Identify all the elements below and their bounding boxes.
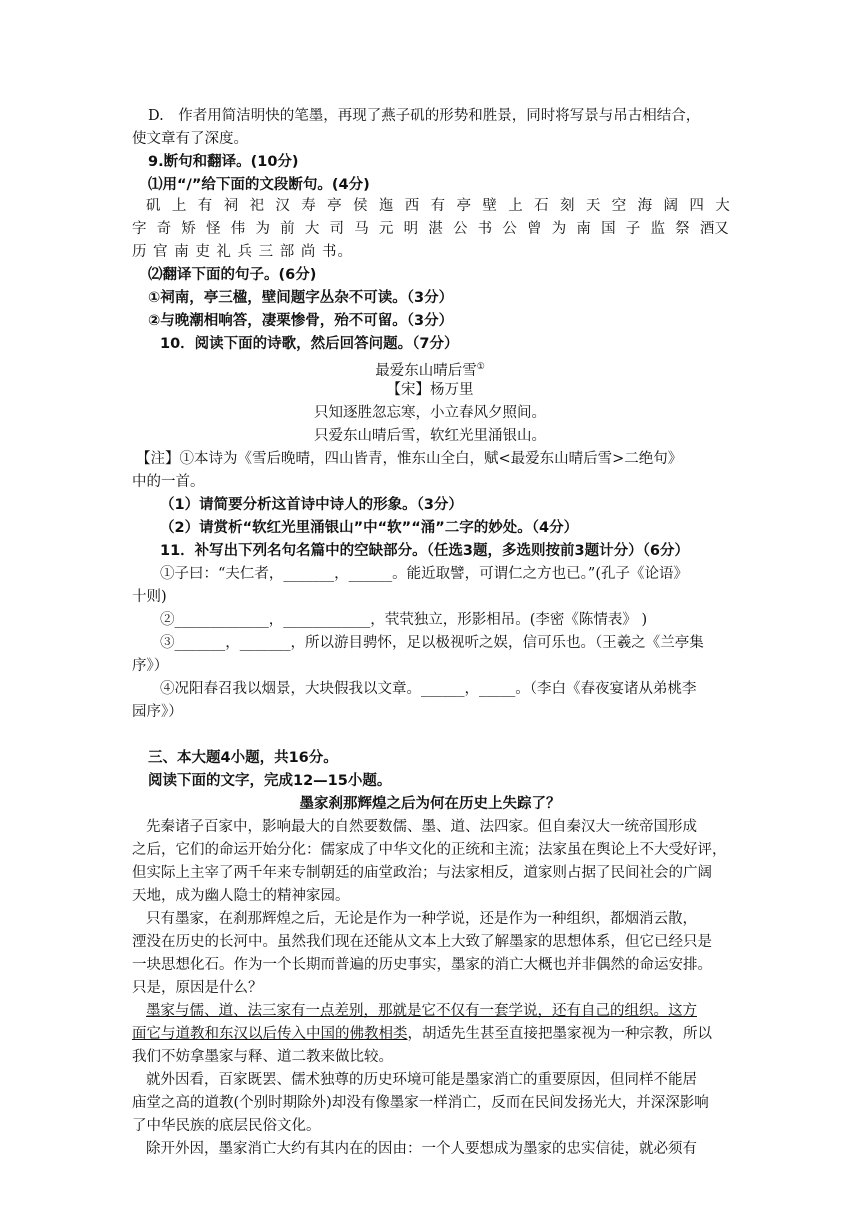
- passage-char: 伟: [230, 221, 246, 237]
- q9-title: 9.断句和翻译。(10分): [148, 154, 299, 170]
- q10-sub1: （1）请简要分析这首诗中诗人的形象。（3分）: [160, 497, 463, 513]
- q10-sub2: （2）请赏析“软红光里涌银山”中“软”“涌”二字的妙处。（4分）: [160, 520, 579, 536]
- q10-title: 10．阅读下面的诗歌，然后回答问题。（7分）: [160, 336, 459, 352]
- article-p3-line3: 我们不妨拿墨家与释、道二教来做比较。: [132, 1049, 393, 1065]
- q11-item3-line2: 序》）: [132, 658, 169, 674]
- q11-item4-line1: ④况阳春召我以烟景，大块假我以文章。______，_____。（李白《春夜宴诸从弟桃李: [160, 681, 697, 697]
- q11-item2: ②_____________，____________，茕茕独立，形影相吊。(李密《陈情表》 ): [160, 612, 648, 628]
- article-title: 墨家刹那辉煌之后为何在历史上失踪了？: [299, 796, 561, 812]
- section3-instruction: 阅读下面的文字，完成12—15小题。: [148, 773, 392, 789]
- passage-char: 空: [611, 198, 627, 214]
- passage-char: 曾: [527, 221, 542, 237]
- passage-char: 酒又: [699, 221, 729, 237]
- passage-char: 奇: [156, 221, 172, 237]
- q9-part1-title: ⑴用“/”给下面的文段断句。(4分): [148, 177, 370, 193]
- passage-char: 亭: [327, 198, 342, 214]
- passage-char: 石: [534, 198, 549, 214]
- passage-char: 西: [404, 198, 420, 214]
- q9-passage-line2: [132, 219, 729, 239]
- poem-author: 【宋】杨万里: [386, 382, 474, 398]
- q9-passage-line3: 历 官 南 吏 礼 兵 三 部 尚 书。: [132, 244, 353, 260]
- passage-char: 祀: [249, 198, 264, 214]
- passage-char: 书: [477, 221, 493, 237]
- passage-char: 迤: [378, 198, 394, 214]
- article-p4-line2: 庙堂之高的道教(个别时期除外)却没有像墨家一样消亡，反而在民间发扬光大，并深深影响: [132, 1095, 709, 1111]
- article-p4-line1: 就外因看，百家既罢、儒术独尊的历史环境可能是墨家消亡的重要原因，但同样不能居: [146, 1072, 697, 1088]
- passage-char: 亭: [456, 198, 471, 214]
- poem-line2: 只爱东山晴后雪，软红光里涌银山。: [314, 428, 546, 444]
- poem-line1: 只知逐胜忽忘寒，小立春风夕照间。: [314, 405, 546, 421]
- article-p3-line2-rest: ，胡适先生甚至直接把墨家视为一种宗教，所以: [407, 1026, 712, 1042]
- section3-title: 三、本大题4小题，共16分。: [148, 750, 338, 766]
- passage-char: 有: [430, 198, 446, 214]
- q8-option-d-line2: 使文章有了深度。: [132, 131, 248, 147]
- passage-char: 前: [280, 221, 295, 237]
- passage-char: 上: [171, 198, 187, 214]
- passage-char: 寿: [301, 198, 316, 214]
- passage-char: 矫: [181, 221, 196, 237]
- passage-char: 为: [551, 221, 567, 237]
- passage-char: 大: [304, 221, 320, 237]
- article-p2-line4: 只是，原因是什么？: [132, 980, 263, 996]
- article-p3-line2: [132, 1024, 712, 1044]
- passage-char: 公: [502, 221, 517, 237]
- poem-note-line1: 【注】①本诗为《雪后晚晴，四山皆青，惟东山全白，赋<最爱东山晴后雪>二绝句》: [136, 451, 683, 467]
- passage-char: 海: [637, 198, 653, 214]
- q11-item1-line1: ①子曰：“夫仁者，_______，______。能近取譬，可谓仁之方也已。”(孔子《论语》: [160, 566, 688, 582]
- q9-passage-line1: [146, 196, 730, 216]
- passage-char: 有: [197, 198, 213, 214]
- q9-sentence1: ①祠南，亭三楹，壁间题字丛杂不可读。（3分）: [148, 290, 454, 306]
- passage-char: 怪: [206, 221, 221, 237]
- poem-note-line2: 中的一首。: [132, 474, 205, 490]
- passage-char: 国: [601, 221, 616, 237]
- passage-char: 矶: [146, 198, 161, 214]
- passage-char: 明: [403, 221, 419, 237]
- passage-char: 上: [508, 198, 523, 214]
- q11-title: 11．补写出下列名句名篇中的空缺部分。（任选3题，多选则按前3题计分）（6分）: [160, 543, 689, 559]
- q8-option-d-line1: D. 作者用简洁明快的笔墨，再现了燕子矶的形势和胜景，同时将写景与吊古相结合，: [148, 108, 701, 124]
- q9-part2-title: ⑵翻译下面的句子。(6分): [148, 267, 317, 283]
- article-p1-line3: 但实际上主宰了两千年来专制朝廷的庙堂政治；与法家相反，道家则占据了民间社会的广阔: [132, 865, 712, 881]
- passage-char: 四: [689, 198, 704, 214]
- passage-char: 刻: [560, 198, 575, 214]
- passage-char: 为: [255, 221, 270, 237]
- article-p4-line3: 了中华民族的底层民俗文化。: [132, 1118, 321, 1134]
- passage-char: 元: [378, 221, 394, 237]
- article-p2-line3: 一块思想化石。作为一个长期而普遍的历史事实，墨家的消亡大概也并非偶然的命运安排。: [132, 957, 712, 973]
- passage-char: 湛: [428, 221, 443, 237]
- passage-char: 侯: [353, 198, 368, 214]
- passage-char: 司: [329, 221, 344, 237]
- underlined-sentence-2-start: 这方: [668, 1003, 697, 1019]
- passage-char: 大: [715, 198, 730, 214]
- article-p1-line4: 天地，成为幽人隐士的精神家园。: [132, 888, 350, 904]
- passage-char: 天: [585, 198, 601, 214]
- passage-char: 字: [132, 221, 147, 237]
- passage-char: 祠: [223, 198, 239, 214]
- poem-title: 最爱东山晴后雪①: [375, 362, 485, 379]
- underlined-sentence-2-end: 面它与道教和东汉以后传入中国的佛教相类: [132, 1026, 408, 1042]
- passage-char: 壁: [482, 198, 497, 214]
- q11-item3-line1: ③_______，_______，所以游目骋怀，足以极视听之娱，信可乐也。（王羲之《兰亭集: [160, 635, 704, 651]
- q11-item4-line2: 园序》）: [132, 704, 183, 720]
- article-p2-line2: 湮没在历史的长河中。虽然我们现在还能从文本上大致了解墨家的思想体系，但它已经只是: [132, 934, 712, 950]
- passage-char: 公: [452, 221, 468, 237]
- article-p2-line1: 只有墨家，在刹那辉煌之后，无论是作为一种学说，还是作为一种组织，都烟消云散，: [146, 911, 697, 927]
- article-p1-line1: 先秦诸子百家中，影响最大的自然要数儒、墨、道、法四家。但自秦汉大一统帝国形成: [146, 819, 697, 835]
- q11-item1-line2: 十则): [132, 589, 167, 605]
- passage-char: 子: [625, 221, 641, 237]
- article-p3-line1: [146, 1001, 697, 1021]
- passage-char: 祭: [675, 221, 690, 237]
- passage-char: 监: [650, 221, 665, 237]
- passage-char: 马: [354, 221, 369, 237]
- passage-char: 南: [576, 221, 591, 237]
- passage-char: 汉: [275, 198, 290, 214]
- q9-sentence2: ②与晚潮相响答，凄栗惨骨，殆不可留。（3分）: [148, 313, 454, 329]
- passage-char: 阔: [663, 198, 678, 214]
- underlined-sentence-1: 墨家与儒、道、法三家有一点差别，那就是它不仅有一套学说，还有自己的组织。: [146, 1003, 668, 1019]
- article-p5-line1: 除开外因，墨家消亡大约有其内在的因由：一个人要想成为墨家的忠实信徒，就必须有: [146, 1141, 697, 1157]
- article-p1-line2: 之后，它们的命运开始分化：儒家成了中华文化的正统和主流；法家虽在舆论上不大受好评，: [132, 842, 727, 858]
